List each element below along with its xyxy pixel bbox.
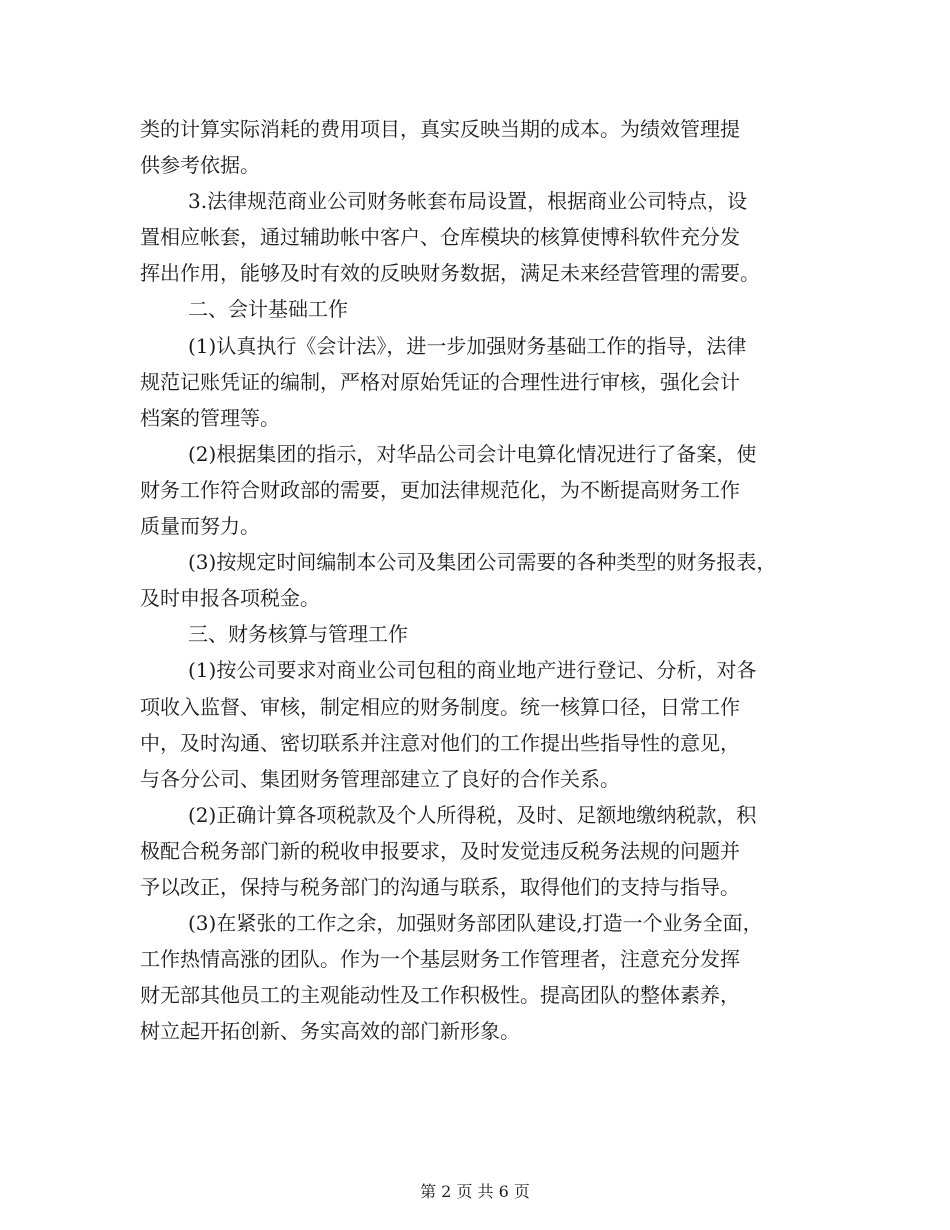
section-heading: 三、财务核算与管理工作 xyxy=(188,622,408,647)
text-line: 类的计算实际消耗的费用项目，真实反映当期的成本。为绩效管理提 xyxy=(140,117,740,141)
text-line: 财无部其他员工的主观能动性及工作积极性。提高团队的整体素养， xyxy=(140,983,740,1008)
text-line: 规范记账凭证的编制，严格对原始凭证的合理性进行审核，强化会计 xyxy=(140,369,740,394)
text-line: 中，及时沟通、密切联系并注意对他们的工作提出些指导性的意见， xyxy=(140,730,740,755)
paragraph-start: (2)正确计算各项税款及个人所得税，及时、足额地缴纳税款，积 xyxy=(188,802,757,827)
section-heading: 二、会计基础工作 xyxy=(188,297,348,322)
text-line: 极配合税务部门新的税收申报要求，及时发觉违反税务法规的问题并 xyxy=(140,838,740,863)
text-line: 工作热情高涨的团队。作为一个基层财务工作管理者，注意充分发挥 xyxy=(140,947,740,972)
paragraph-start: 3.法律规范商业公司财务帐套布局设置，根据商业公司特点，设 xyxy=(188,189,748,214)
paragraph-start: (1)按公司要求对商业公司包租的商业地产进行登记、分析，对各 xyxy=(188,658,757,683)
text-line: 档案的管理等。 xyxy=(140,405,280,430)
text-line: 质量而努力。 xyxy=(140,514,260,539)
text-line: 财务工作符合财政部的需要，更加法律规范化，为不断提高财务工作 xyxy=(140,477,740,502)
text-line: 树立起开拓创新、务实高效的部门新形象。 xyxy=(140,1019,520,1044)
paragraph-start: (1)认真执行《会计法》，进一步加强财务基础工作的指导，法律 xyxy=(188,333,747,358)
paragraph-start: (3)按规定时间编制本公司及集团公司需要的各种类型的财务报表， xyxy=(188,550,777,575)
text-line: 予以改正，保持与税务部门的沟通与联系，取得他们的支持与指导。 xyxy=(140,874,740,899)
document-body xyxy=(140,111,830,1049)
text-line: 与各分公司、集团财务管理部建立了良好的合作关系。 xyxy=(140,766,620,791)
text-line: 及时申报各项税金。 xyxy=(140,586,320,611)
paragraph-start: (3)在紧张的工作之余，加强财务部团队建设,打造一个业务全面， xyxy=(188,911,763,936)
text-line: 项收入监督、审核，制定相应的财务制度。统一核算口径，日常工作 xyxy=(140,694,740,719)
text-line: 挥出作用，能够及时有效的反映财务数据，满足未来经营管理的需要。 xyxy=(140,261,760,286)
text-line: 供参考依据。 xyxy=(140,153,260,178)
page-number-footer: 第 2 页 共 6 页 xyxy=(420,1182,530,1201)
text-line: 置相应帐套，通过辅助帐中客户、仓库模块的核算使博科软件充分发 xyxy=(140,225,740,250)
paragraph-start: (2)根据集团的指示，对华品公司会计电算化情况进行了备案，使 xyxy=(188,441,757,466)
